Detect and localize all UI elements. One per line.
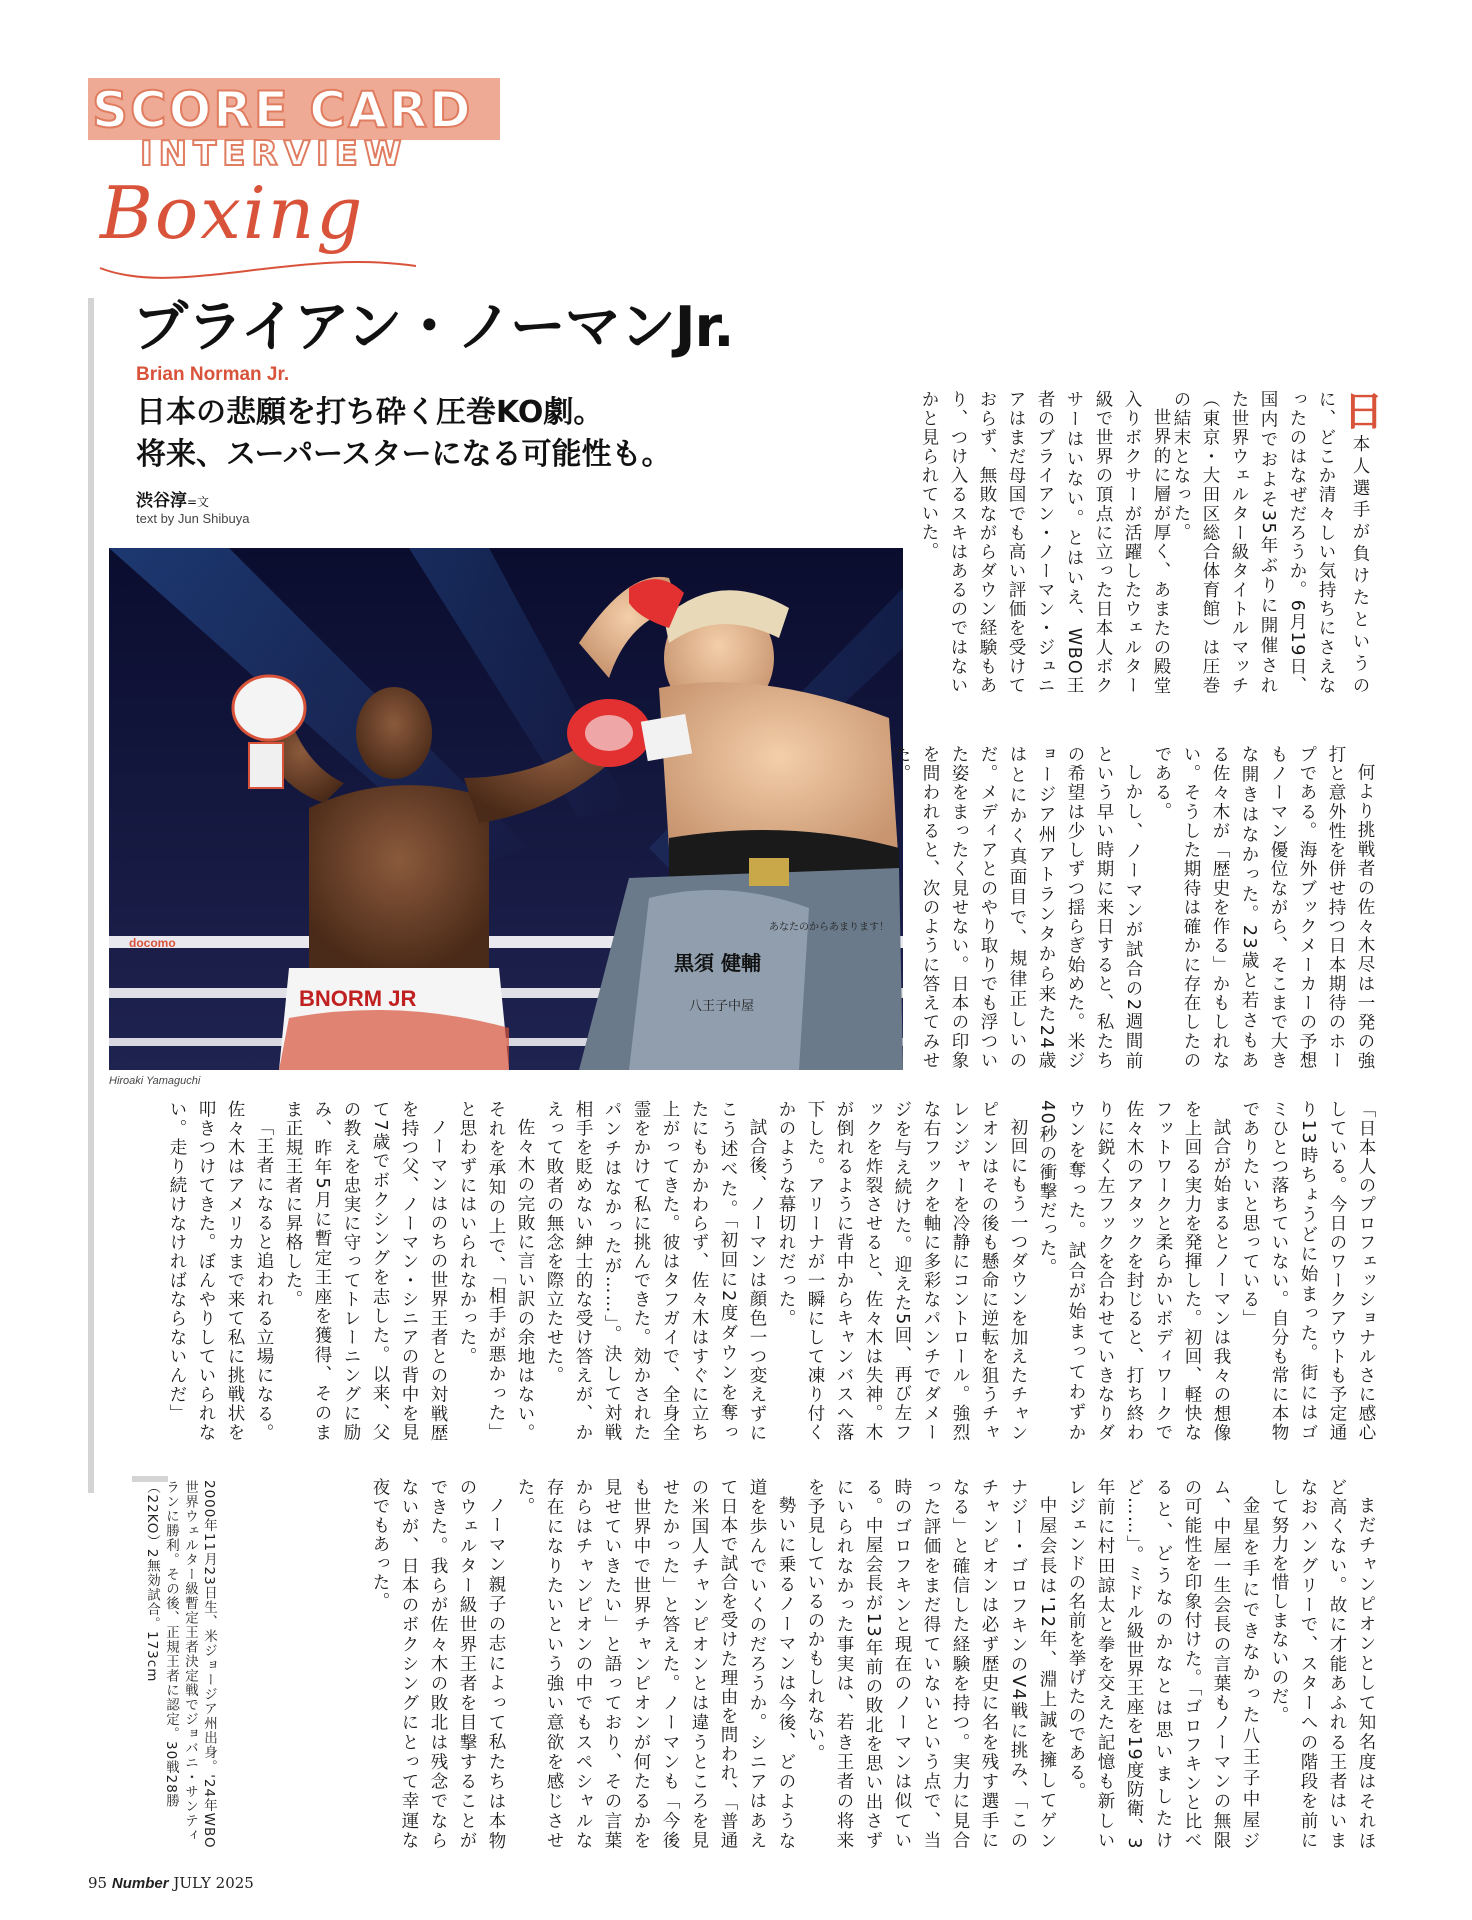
author-suffix: =文 (187, 495, 210, 509)
article-paragraph: 初回にもう一つダウンを加えたチャンピオンはその後も懸命に逆転を狙うチャレンジャーを冷静にコントロール。強烈な右フックを軸に多彩なパンチでダメージを与え続けた。迎えた5回、再び左フックを炸裂させると、佐々木は失神。木が倒れるように背中からキャンバスへ落下した。アリーナが一瞬にして凍り付くかのような幕切れだった。 (776, 1100, 1028, 1442)
interview-label: INTERVIEW (140, 134, 408, 174)
fight-photo-illustration (109, 548, 903, 1070)
article-paragraph: 佐々木の完敗に言い訳の余地はない。それを承知の上で、「相手が悪かった」と思わずにはいられなかった。 (457, 1100, 535, 1442)
ring-banner-text: docomo (129, 936, 176, 950)
boxing-swash-decoration (96, 238, 436, 298)
profile-text: 2000年11月23日生、米ジョージア州出身。'24年WBO世界ウェルター級暫定王者決定戦でジョバニ・サンティランに勝利。その後、正規王者に認定。30戦28勝（22KO）2無効試合。173cm (144, 1480, 217, 1849)
article-column-1 (1171, 390, 1383, 695)
lead-line-2: 将来、スーパースターになる可能性も。 (136, 437, 672, 472)
left-trunks-text: BNORM JR (299, 986, 417, 1011)
article-column-5 (236, 1478, 1380, 1850)
sport-label: Boxing (100, 171, 365, 255)
article-paragraph: 中屋会長は'12年、淵上誠を擁してゲンナジー・ゴロフキンのV4戦に挑み、「このチャンピオンは必ず歴史に名を残す選手になる」と確信した経験を持つ。実力に見合った評価をまだ得ていないという点で、当時のゴロフキンと現在のノーマンは似ている。中屋会長が13年前の敗北を思い出さずにいられなかった事実は、若き王者の将来を予見しているのかもしれない。 (805, 1478, 1057, 1850)
right-trunks-note: あなたのからあまります！ (769, 922, 889, 933)
page-footer (88, 1874, 254, 1892)
article-paragraph: しかし、ノーマンが試合の2週間前という早い時期に来日すると、私たちの希望は少しずつ揺らぎ始めた。米ジョージア州アトランタから来た24歳はとにかく真面目で、規律正しいのだ。メディアとのやり取りでも浮ついた姿をまったく見せない。日本の印象を問われると、次のように答えてみせた。 (891, 745, 1143, 1070)
left-gray-rule (88, 298, 94, 1493)
article-paragraph: ノーマンはのちの世界王者との対戦歴を持つ父、ノーマン・シニアの背中を見て7歳でボクシングを志した。以来、父の教えを忠実に守ってトレーニングに励み、昨年5月に暫定王座を獲得、そのまま正規王者に昇格した。 (283, 1100, 448, 1442)
boxer-name-english: Brian Norman Jr. (136, 364, 290, 385)
article-column-4 (167, 1100, 1380, 1442)
article-paragraph: 金星を手にできなかった八王子中屋ジム、中屋一生会長の言葉もノーマンの無限の可能性を印象付けた。「ゴロフキンと比べると、どうなのかなとは思いましたけど……」。ミドル級世界王座を19度防衛、3年前に村田諒太と拳を交えた記憶も新しいレジェンドの名前を挙げたのである。 (1066, 1478, 1260, 1850)
score-card-label: SCORE CARD (92, 81, 473, 139)
right-trunks-name: 黒須 健輔 (674, 951, 761, 975)
page-number: 95 (88, 1874, 108, 1892)
article-paragraph (1166, 390, 1383, 695)
byline-english: text by Jun Shibuya (136, 511, 250, 526)
article-paragraph: 世界的に層が厚く、あまたの殿堂入りボクサーが活躍したウェルター級で世界の頂点に立った日本人ボクサーはいない。とはいえ、WBO王者のブライアン・ノーマン・ジュニアはまだ母国でも高い評価を受けておらず、無敗ながらダウン経験もあり、つけ入るスキはあるのではないかと見られていた。 (919, 390, 1171, 695)
article-paragraph: 試合後、ノーマンは顔色一つ変えずにこう述べた。「初回に2度ダウンを奪ったにもかかわらず、佐々木はすぐに立ち上がってきた。彼はタフガイで、全身全霊をかけて私に挑んできた。効かされたパンチはなかったが……」。決して対戦相手を貶めない紳士的な受け答えが、かえって敗者の無念を際立たせた。 (544, 1100, 767, 1442)
article-paragraph: まだチャンピオンとして知名度はそれほど高くない。故に才能あふれる王者はいまなおハングリーで、スターへの階段を前にして努力を惜しまないのだ。 (1269, 1478, 1376, 1850)
dropcap: 日 (1337, 390, 1383, 432)
lead-headline (136, 392, 672, 476)
article-column-3 (891, 745, 1379, 1070)
paragraph-1-text: 本人選手が負けたというのに、どこか清々しい気持ちにさえなったのはなぜだろうか。6月19日、国内でおよそ35年ぶりに開催された世界ウェルター級タイトルマッチ（東京・大田区総合体育館）は圧巻の結末となった。 (1171, 390, 1370, 695)
fight-photo (109, 548, 903, 1070)
lead-line-1: 日本の悲願を打ち砕く圧巻KO劇。 (136, 395, 604, 430)
byline (136, 486, 209, 511)
author-name: 渋谷淳 (136, 491, 187, 511)
article-paragraph: 「王者になると追われる立場になる。佐々木はアメリカまで来て私に挑戦状を叩きつけてきた。ぼんやりしていられない。走り続けなければならないんだ」 (167, 1100, 274, 1442)
boxer-name-japanese: ブライアン・ノーマンJr. (132, 295, 734, 360)
profile-box (88, 1480, 218, 1850)
photo-credit: Hiroaki Yamaguchi (109, 1075, 201, 1087)
article-paragraph: 試合が始まるとノーマンは我々の想像を上回る実力を発揮した。初回、軽快なフットワークと柔らかいボディワークで佐々木のアタックを封じると、打ち終わりに鋭く左フックを合わせていきなりダウンを奪った。試合が始まってわずか40秒の衝撃だった。 (1037, 1100, 1231, 1442)
article-paragraph: 「日本人のプロフェッショナルさに感心している。今日のワークアウトも予定通り13時ちょうどに始まった。街にはゴミひとつ落ちていない。自分も常に本物でありたいと思っている」 (1240, 1100, 1376, 1442)
right-trunks-label: 八王子中屋 (689, 999, 755, 1014)
issue-date: JULY 2025 (173, 1874, 254, 1892)
article-column-2 (919, 390, 1175, 695)
article-paragraph: ノーマン親子の志によって私たちは本物のウェルター級世界王者を目撃することができた。我らが佐々木の敗北は残念でならないが、日本のボクシングにとって幸運な夜でもあった。 (370, 1478, 506, 1850)
article-paragraph: 勢いに乗るノーマンは今後、どのような道を歩んでいくのだろうか。シニアはあえて日本で試合を受けた理由を問われ、「普通の米国人チャンピオンとは違うところを見せたかった」と答えた。ノーマンも「今後も世界中で世界チャンピオンが何たるかを見せていきたい」と語っており、その言葉からはチャンピオンの中でもスペシャルな存在になりたいという強い意欲を感じさせた。 (515, 1478, 796, 1850)
article-paragraph: 何より挑戦者の佐々木尽は一発の強打と意外性を併せ持つ日本期待のホープである。海外ブックメーカーの予想もノーマン優位ながら、そこまで大きな開きはなかった。23歳と若さもある佐々木が「歴史を作る」かもしれない。そうした期待は確かに存在したのである。 (1152, 745, 1375, 1070)
magazine-name: Number (111, 1875, 169, 1892)
